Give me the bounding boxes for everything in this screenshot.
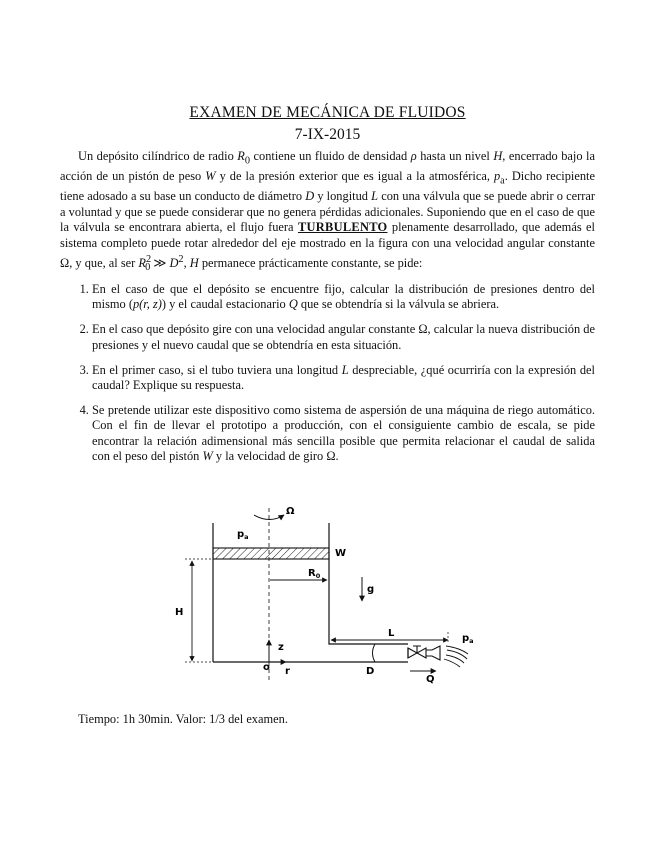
- label-g: g: [367, 584, 375, 595]
- intro-text: hasta un nivel: [416, 149, 494, 163]
- height-extension-lines: [185, 559, 213, 662]
- intro-text: y de la presión exterior que es igual a la atmosférica,: [215, 169, 494, 184]
- symbol-Q: Q: [288, 297, 298, 312]
- superscript: 2: [145, 253, 152, 265]
- symbol-L: L: [371, 189, 379, 204]
- pressure-function: p(r, z): [132, 297, 162, 312]
- label-R0: $R_0$: [308, 568, 321, 580]
- pipe: [370, 644, 408, 662]
- intro-text: y longitud: [314, 189, 372, 204]
- tank-figure: [170, 498, 490, 688]
- symbol-L: L: [341, 362, 349, 377]
- question-text: despreciable, ¿qué ocurriría con la expresión del caudal? Explique su respuesta.: [92, 362, 595, 393]
- intro-text: , encerrado bajo la acción de un pistón de peso: [60, 149, 595, 184]
- question-text: que se obtendría si la válvula se abriera.: [297, 297, 500, 312]
- problem-statement: [60, 149, 595, 276]
- label-pa-left: $p_a$: [237, 529, 249, 541]
- intro-text: con una válvula que se puede abrir o cerrar a voluntad y que se puede considerar que no genera pérdidas adicionales. Suponiendo que en el caso de que la válvula se encontrara abierta, el flujo fuera: [60, 189, 595, 235]
- symbol-R0: R: [237, 149, 245, 163]
- intro-text: Un depósito cilíndrico de radio: [78, 149, 238, 163]
- question-text: y la velocidad de giro Ω.: [212, 448, 339, 463]
- question-1: [92, 282, 595, 312]
- label-omega: Ω: [286, 506, 295, 517]
- spray-lines: [444, 646, 468, 667]
- piston: [213, 548, 329, 559]
- question-3: [92, 363, 595, 393]
- exam-date: 7-IX-2015: [294, 126, 361, 143]
- question-text: Se pretende utilizar este dispositivo como sistema de aspersión de una máquina de riego automático. Con el fin de llevar el prototipo a producción, con el consiguiente cambio de escala, se pide encontrar la relación adimensional más sencilla posible que permita relacionar el caudal de salida con el peso del pistón: [92, 403, 595, 463]
- label-o: o: [263, 662, 270, 673]
- label-D: D: [366, 666, 375, 677]
- symbol-H: H: [189, 255, 199, 270]
- questions-list: [60, 282, 595, 474]
- question-text: En el caso de que el depósito se encuentre fijo, calcular la distribución de presiones dentro del mismo (: [92, 282, 595, 312]
- symbol-pa: p: [493, 169, 501, 184]
- tank-diagram: [170, 498, 490, 688]
- symbol-W: W: [202, 448, 213, 463]
- exam-title: EXAMEN DE MECÁNICA DE FLUIDOS: [189, 104, 466, 121]
- intro-text: . Dicho recipiente tiene adosado a su base un conducto de diámetro: [60, 169, 595, 204]
- tank-wall-right: [329, 523, 370, 644]
- symbol-H: H: [493, 149, 503, 163]
- symbol-D: D: [305, 189, 315, 204]
- label-z: z: [278, 642, 284, 653]
- symbol-R0: R: [138, 255, 146, 270]
- much-greater-symbol: ≫: [150, 255, 170, 270]
- intro-text: permanece prácticamente constante, se pide:: [198, 255, 423, 270]
- intro-text: plenamente desarrollado, que además el sistema completo puede rotar alrededor del eje mostrado en la figura con una velocidad angular constante Ω, y que, al ser: [60, 220, 596, 270]
- question-text: En el primer caso, si el tubo tuviera una longitud: [92, 362, 342, 377]
- question-text: En el caso que depósito gire con una velocidad angular constante Ω, calcular la nueva distribución de presiones y el nuevo caudal que se obtendría en esta situación.: [92, 322, 595, 352]
- label-L: L: [388, 628, 395, 639]
- subscript: a: [500, 175, 505, 187]
- symbol-W: W: [205, 169, 216, 184]
- diameter-mark: [373, 644, 376, 662]
- question-2: [92, 322, 595, 352]
- superscript: 2: [178, 253, 184, 265]
- symbol-D: D: [169, 255, 179, 270]
- turbulent-emphasis: TURBULENTO: [297, 220, 388, 235]
- label-r: r: [285, 666, 290, 677]
- intro-text: ,: [183, 255, 190, 270]
- symbol-rho: ρ: [410, 149, 417, 163]
- nozzle: [426, 646, 440, 660]
- question-text: ) y el caudal estacionario: [161, 297, 289, 312]
- subscript: 0: [244, 155, 251, 167]
- label-H: H: [175, 607, 184, 618]
- label-pa-right: $p_a$: [462, 633, 474, 645]
- exam-footer: Tiempo: 1h 30min. Valor: 1/3 del examen.: [78, 712, 288, 726]
- intro-text: contiene un fluido de densidad: [250, 149, 411, 163]
- question-4: [92, 403, 595, 464]
- label-W: W: [335, 548, 347, 559]
- subscript: 0: [145, 262, 151, 274]
- label-Q: Q: [426, 674, 435, 685]
